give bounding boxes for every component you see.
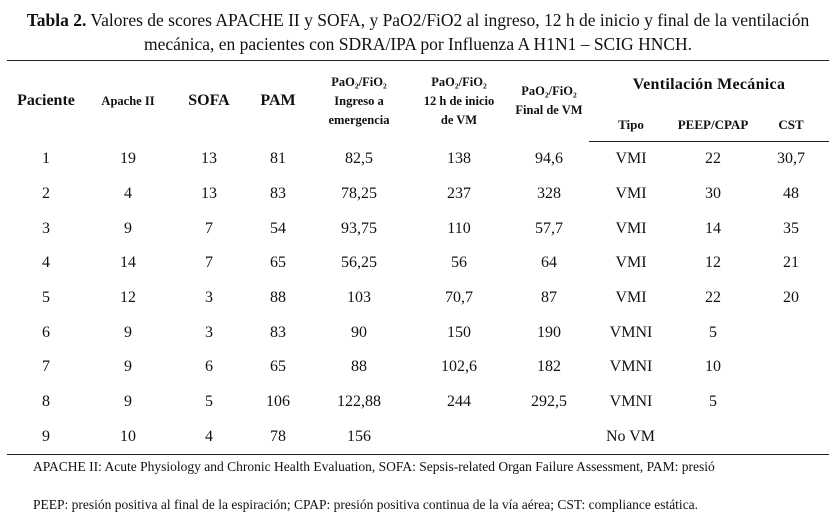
cell-peep: 22 — [705, 289, 721, 307]
cell-sofa: 13 — [201, 185, 217, 203]
cell-tipo: VMNI — [609, 393, 653, 411]
cell-ingreso: 156 — [309, 420, 409, 455]
cell-peep: 14 — [705, 219, 721, 237]
header-pafi-12h-line-2: 12 h de inicio — [423, 93, 495, 108]
caption-label: Tabla 2. — [26, 10, 87, 30]
cell-ingreso: 93,75 — [341, 219, 377, 237]
cell-tipo: VMNI — [609, 323, 653, 341]
table-row — [7, 211, 829, 246]
cell-pam: 83 — [270, 323, 286, 341]
cell-sofa: 3 — [205, 323, 213, 341]
cell-peep — [673, 420, 753, 455]
cell-final: 182 — [537, 358, 561, 376]
cell-tipo: VMI — [615, 219, 647, 237]
cell-cst: 30,7 — [777, 150, 805, 168]
patient-table — [7, 60, 829, 455]
cell-cst — [753, 315, 829, 350]
header-pafi-final — [509, 61, 589, 142]
header-cst: CST — [753, 109, 829, 142]
header-paciente: Paciente — [7, 61, 85, 142]
cell-final: 64 — [541, 254, 557, 272]
cell-final: 190 — [537, 323, 561, 341]
cell-ingreso: 82,5 — [345, 150, 373, 168]
cell-12h: 110 — [447, 219, 471, 237]
cell-paciente: 6 — [42, 323, 50, 341]
cell-paciente: 8 — [42, 393, 50, 411]
cell-pam: 81 — [270, 150, 286, 168]
cell-12h — [409, 420, 509, 455]
cell-apache: 9 — [124, 219, 132, 237]
cell-cst: 48 — [783, 185, 799, 203]
caption-line-2: mecánica, en pacientes con SDRA/IPA por Influenza A H1N1 – SCIG HNCH. — [143, 34, 693, 54]
table-row — [7, 142, 829, 177]
cell-apache: 19 — [120, 150, 136, 168]
cell-paciente: 2 — [42, 185, 50, 203]
caption-line-1 — [0, 8, 836, 32]
cell-sofa: 3 — [205, 289, 213, 307]
cell-apache: 9 — [124, 358, 132, 376]
cell-sofa: 7 — [205, 254, 213, 272]
cell-final: 94,6 — [535, 150, 563, 168]
cell-apache: 12 — [120, 289, 136, 307]
header-pafi-final-line-2: Final de VM — [515, 103, 583, 118]
header-pafi-ingreso-line-3: emergencia — [328, 112, 390, 127]
cell-sofa: 6 — [205, 358, 213, 376]
cell-tipo: VMNI — [609, 358, 653, 376]
footnote-abbreviations-2: PEEP: presión positiva al final de la espiración; CPAP: presión positiva continua de la vía aérea; CST: compliance estática. — [33, 497, 699, 512]
cell-ingreso: 56,25 — [341, 254, 377, 272]
cell-paciente: 3 — [42, 219, 50, 237]
cell-peep: 5 — [709, 393, 717, 411]
cell-peep: 5 — [709, 323, 717, 341]
cell-12h: 150 — [447, 323, 471, 341]
cell-peep: 12 — [705, 254, 721, 272]
cell-cst: 21 — [783, 254, 799, 272]
table-row — [7, 281, 829, 316]
cell-peep: 10 — [705, 358, 721, 376]
cell-final: 292,5 — [531, 393, 567, 411]
cell-tipo: No VM — [509, 420, 673, 455]
cell-apache: 14 — [120, 254, 136, 272]
cell-tipo: VMI — [615, 289, 647, 307]
cell-sofa: 5 — [205, 393, 213, 411]
cell-12h: 102,6 — [441, 358, 477, 376]
cell-paciente: 1 — [42, 150, 50, 168]
header-peep: PEEP/CPAP — [673, 109, 753, 142]
cell-pam: 83 — [270, 185, 286, 203]
cell-final: 57,7 — [535, 219, 563, 237]
cell-12h: 138 — [447, 150, 471, 168]
cell-cst — [753, 350, 829, 385]
cell-pam: 65 — [270, 358, 286, 376]
header-vm-group: Ventilación Mecánica — [589, 61, 829, 110]
cell-apache: 10 — [85, 420, 171, 455]
header-pafi-ingreso — [309, 61, 409, 142]
header-pafi-12h — [409, 61, 509, 142]
cell-12h: 237 — [447, 185, 471, 203]
header-pafi-final-line-1: PaO₂/FiO₂ — [521, 84, 577, 99]
footnote-abbreviations-1: APACHE II: Acute Physiology and Chronic Health Evaluation, SOFA: Sepsis-related Organ Failure Assessment, PAM: presió — [33, 459, 715, 474]
cell-cst: 35 — [783, 219, 799, 237]
cell-paciente: 5 — [42, 289, 50, 307]
cell-pam: 106 — [266, 393, 290, 411]
cell-tipo: VMI — [615, 185, 647, 203]
table-row — [7, 420, 829, 455]
cell-apache: 9 — [124, 323, 132, 341]
cell-tipo: VMI — [615, 254, 647, 272]
header-pam: PAM — [247, 61, 309, 142]
cell-ingreso: 78,25 — [341, 185, 377, 203]
cell-cst — [753, 420, 829, 455]
cell-sofa: 4 — [171, 420, 247, 455]
cell-paciente: 4 — [42, 254, 50, 272]
header-pafi-12h-line-3: de VM — [440, 112, 478, 127]
header-pafi-ingreso-line-1: PaO₂/FiO₂ — [331, 74, 387, 89]
cell-paciente: 7 — [42, 358, 50, 376]
cell-apache: 4 — [124, 185, 132, 203]
cell-peep: 22 — [705, 150, 721, 168]
cell-12h: 70,7 — [445, 289, 473, 307]
cell-pam: 54 — [270, 219, 286, 237]
cell-sofa: 13 — [201, 150, 217, 168]
cell-sofa: 7 — [205, 219, 213, 237]
cell-tipo: VMI — [615, 150, 647, 168]
cell-final: 87 — [541, 289, 557, 307]
table-row — [7, 177, 829, 212]
cell-peep: 30 — [705, 185, 721, 203]
cell-pam: 65 — [270, 254, 286, 272]
cell-paciente: 9 — [7, 420, 85, 455]
cell-12h: 56 — [451, 254, 467, 272]
table-row — [7, 385, 829, 420]
cell-pam: 88 — [270, 289, 286, 307]
header-sofa: SOFA — [171, 61, 247, 142]
header-pafi-ingreso-line-2: Ingreso a — [334, 93, 384, 108]
cell-final: 328 — [537, 185, 561, 203]
table-row — [7, 350, 829, 385]
header-apache: Apache II — [85, 61, 171, 142]
cell-ingreso: 103 — [347, 289, 371, 307]
caption-text-1: Valores de scores APACHE II y SOFA, y PaO2/FiO2 al ingreso, 12 h de inicio y final de la ventilación — [86, 10, 810, 30]
cell-ingreso: 88 — [351, 358, 367, 376]
cell-cst: 20 — [783, 289, 799, 307]
cell-apache: 9 — [124, 393, 132, 411]
cell-ingreso: 90 — [351, 323, 367, 341]
header-pafi-12h-line-1: PaO₂/FiO₂ — [431, 74, 487, 89]
cell-pam: 78 — [247, 420, 309, 455]
cell-ingreso: 122,88 — [337, 393, 381, 411]
table-row — [7, 246, 829, 281]
cell-12h: 244 — [447, 393, 471, 411]
cell-cst — [753, 385, 829, 420]
table-caption — [0, 8, 836, 56]
header-tipo: Tipo — [589, 109, 673, 142]
table-row — [7, 315, 829, 350]
header-row-top — [7, 61, 829, 110]
